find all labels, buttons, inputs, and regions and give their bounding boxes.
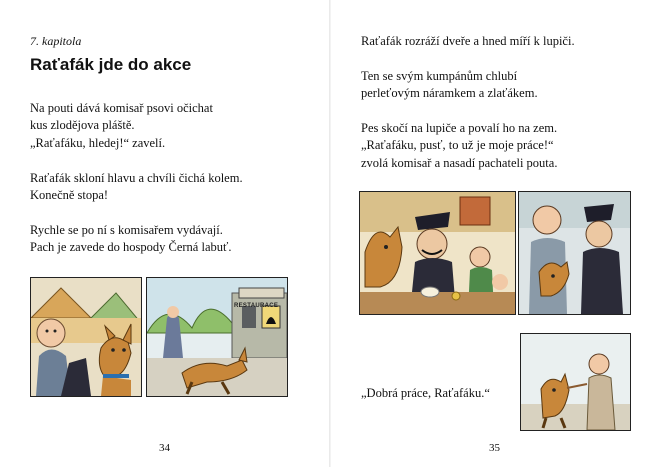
- paragraph: [30, 100, 243, 152]
- paragraph: [361, 33, 575, 50]
- text-line: Raťafák rozráží dveře a hned míří k lupiči.: [361, 34, 575, 48]
- illustration-arrest: [518, 191, 631, 315]
- left-body-text: [30, 100, 243, 274]
- restaurant-sign: RESTAURACE: [234, 303, 279, 309]
- text-line: Ten se svým kumpánům chlubí: [361, 68, 518, 83]
- text-line: kus zlodějova pláště.: [30, 118, 135, 133]
- text-line: „Raťafáku, pusť, to už je moje práce!“: [361, 138, 554, 153]
- text-line: Raťafák skloní hlavu a chvíli čichá kolem.: [30, 170, 243, 185]
- illustration-fair-sniffing: [30, 277, 142, 397]
- page-number: 34: [159, 442, 170, 454]
- right-body-text: [361, 33, 575, 190]
- page-number: 35: [489, 442, 500, 454]
- chapter-label: 7. kapitola: [30, 34, 82, 48]
- right-page: [330, 0, 660, 467]
- text-line: perleťovým náramkem a zlaťákem.: [361, 86, 538, 101]
- text-line: Pes skočí na lupiče a povalí ho na zem.: [361, 121, 558, 135]
- text-line: Na pouti dává komisař psovi očichat: [30, 101, 213, 115]
- text-line: Konečně stopa!: [30, 188, 109, 203]
- chapter-title: Raťafák jde do akce: [30, 55, 192, 74]
- paragraph: [30, 170, 243, 205]
- paragraph: [361, 68, 575, 103]
- illustration-pub-thief: [359, 191, 516, 315]
- text-line: Pach je zavede do hospody Černá labuť.: [30, 240, 232, 255]
- text-line: „Raťafáku, hledej!“ zavelí.: [30, 135, 166, 150]
- illustration-street-chase: [146, 277, 288, 397]
- paragraph: [361, 120, 575, 172]
- paragraph: [30, 222, 243, 257]
- caption: „Dobrá práce, Raťafáku.“: [361, 386, 490, 400]
- illustration-good-job: [520, 333, 631, 431]
- text-line: Rychle se po ní s komisařem vydávají.: [30, 222, 223, 237]
- text-line: zvolá komisař a nasadí pachateli pouta.: [361, 155, 558, 170]
